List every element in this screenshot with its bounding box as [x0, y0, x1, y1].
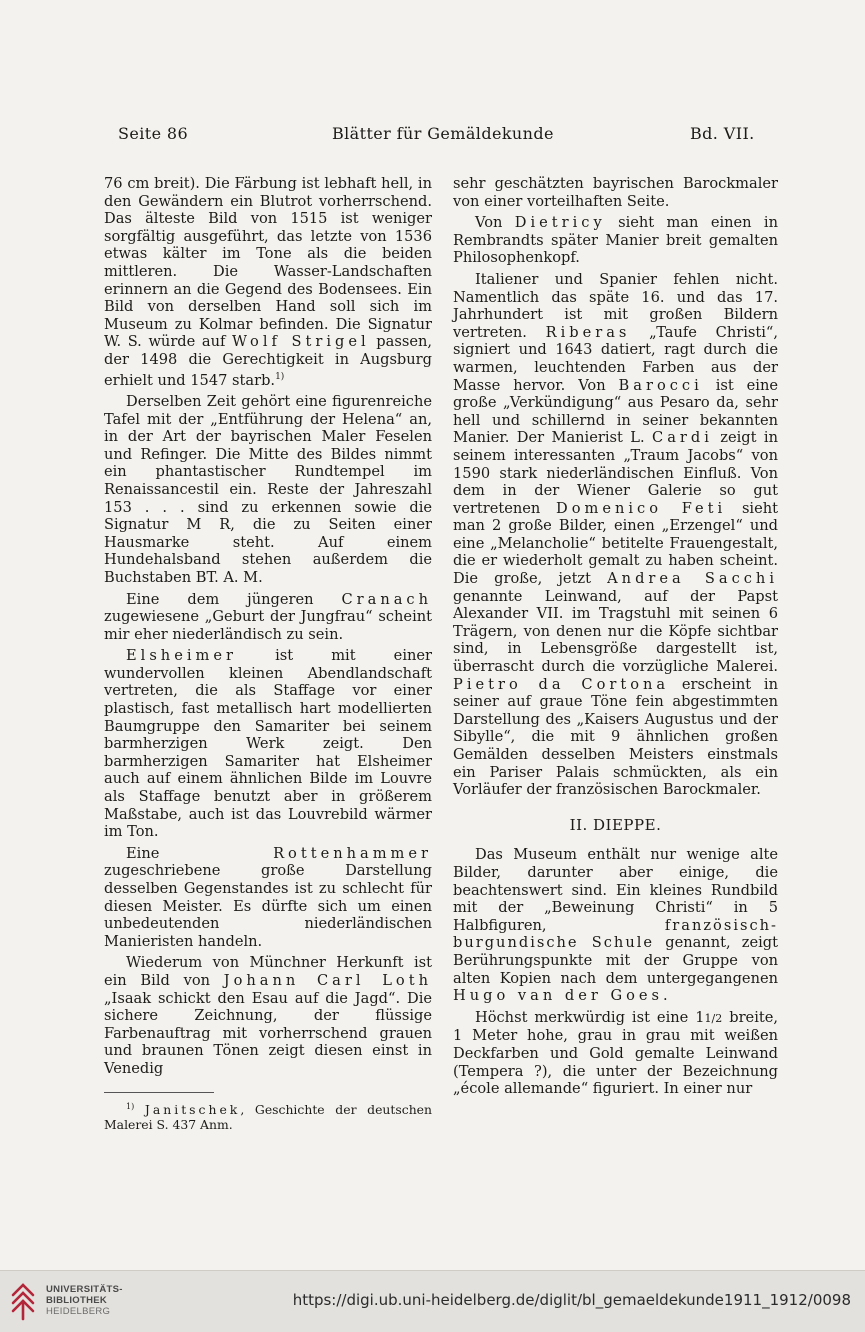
paragraph: 76 cm breit). Die Färbung ist lebhaft hell, in den Gewändern ein Blutrot vorherrschend. Das älteste Bild von 1515 ist weniger sorgfältig ausgeführt, das letzte von 1536 etwas kälter im Tone als die beiden mittleren. Die Wasser-Landschaften erinnern an die Gegend des Bodensees. Ein Bild von derselben Hand soll sich im Museum zu Kolmar befinden. Die Signatur W. S. würde auf Wolf Strigel passen, der 1498 die Gerechtigkeit in Augsburg erhielt und 1547 starb.$^{1)}$: [104, 175, 433, 389]
artist-name: Johann Carl Loth: [223, 971, 432, 989]
paragraph: Eine dem jüngeren Cranach zugewiesene „Geburt der Jungfrau“ scheint mir eher niederländisch zu sein.: [104, 590, 432, 643]
fraction: 1/2: [704, 1011, 723, 1025]
school-name: französisch-burgundische Schule: [453, 916, 778, 952]
paragraph: Derselben Zeit gehört eine figurenreiche Tafel mit der „Entführung der Helena“ an, in der Art der bayrischen Maler Feselen und Refinger. Die Mitte des Bildes nimmt ein phantastischer Rundtempel im Renaissancestil ein. Reste der Jahreszahl 153 . . . sind zu erkennen sowie die Signatur M R, die zu Seiten einer Hausmarke steht. Auf einem Hundehalsband stehen außerdem die Buchstaben BT. A. M.: [104, 392, 432, 586]
artist-name: Domenico Feti: [556, 499, 727, 517]
right-column: [453, 175, 778, 1098]
paragraph: sehr geschätzten bayrischen Barockmaler von einer vorteilhaften Seite.: [453, 175, 778, 210]
footnote-divider: [104, 1092, 214, 1093]
volume-number: Bd. VII.: [690, 124, 755, 143]
artist-name: Cranach: [341, 590, 432, 608]
footnote: $^{1)}$ Janitschek, Geschichte der deutschen Malerei S. 437 Anm.: [104, 1101, 432, 1132]
artist-name: Pietro da Cortona: [453, 675, 670, 693]
university-library-logo-icon: [10, 1281, 38, 1321]
permalink-url[interactable]: https://digi.ub.uni-heidelberg.de/diglit/bl_gemaeldekunde1911_1912/0098: [292, 1291, 851, 1309]
artist-name: Riberas: [545, 323, 631, 341]
running-title: Blätter für Gemäldekunde: [332, 124, 554, 143]
section-heading: II. DIEPPE.: [569, 815, 662, 834]
footnote-reference: 1): [275, 371, 285, 382]
paragraph: Elsheimer ist mit einer wundervollen kleinen Abendlandschaft vertreten, die als Staffage vor einer plastisch, fast metallisch hart modellierten Baumgruppe den Samariter bei seinem barmherzigen Werk zeigt. Den barmherzigen Samariter hat Elsheimer auch auf einem ähnlichen Bilde im Louvre als Staffage benutzt aber in größerem Maßstabe, auch ist das Louvrebild wärmer im Ton.: [104, 647, 432, 841]
library-name: UNIVERSITÄTS- BIBLIOTHEK HEIDELBERG: [46, 1284, 123, 1317]
artist-name: Cardi: [652, 429, 713, 447]
paragraph: Eine Rottenhammer zugeschriebene große Darstellung desselben Gegenstandes ist zu schlecht für diesen Meister. Es dürfte sich um einen unbedeutenden niederländischen Manieristen handeln.: [104, 844, 432, 950]
artist-name: Dietricy: [514, 214, 606, 232]
artist-name: Rottenhammer: [273, 844, 432, 862]
artist-name: Barocci: [618, 376, 703, 394]
author-name: Janitschek: [144, 1101, 241, 1117]
paragraph: Von Dietricy sieht man einen in Rembrandts später Manier breit gemalten Philosophenkopf.: [453, 214, 778, 267]
paragraph: Höchst merkwürdig ist eine 11/2 breite, 1 Meter hohe, grau in grau mit weißen Deckfarben und Gold gemalte Leinwand (Tempera ?), die unter der Bezeichnung „école allemande“ figuriert. In einer nur: [453, 1008, 778, 1098]
paragraph: Italiener und Spanier fehlen nicht. Namentlich das späte 16. und das 17. Jahrhundert ist mit großen Bildern vertreten. Riberas „Taufe Christi“, signiert und 1643 datiert, ragt durch die warmen, leuchtenden Farben aus der Masse hervor. Von Barocci ist eine große „Verkündigung“ aus Pesaro da, sehr hell und schillernd in seiner bekannten Manier. Der Manierist L. Cardi zeigt in seinem interessanten „Traum Jacobs“ von 1590 stark niederländischen Einfluß. Von dem in der Wiener Galerie so gut vertretenen Domenico Feti sieht man 2 große Bilder, einen „Erzengel“ und eine „Melancholie“ betitelte Frauengestalt, die er wiederholt gemalt zu haben scheint. Die große, jetzt Andrea Sacchi genannte Leinwand, auf der Papst Alexander VII. im Tragstuhl mit seinen 6 Trägern, von denen nur die Köpfe sichtbar sind, in Lebensgröße dargestellt ist, überrascht durch die vorzügliche Malerei. Pietro da Cortona erscheint in seiner auf graue Töne fein abgestimmten Darstellung des „Kaisers Augustus und der Sibylle“, die mit 9 ähnlichen großen Gemälden desselben Meisters einstmals ein Pariser Palais schmückten, als ein Vorläufer der französischen Barockmaler.: [453, 270, 779, 799]
page-number: Seite 86: [118, 124, 189, 143]
artist-name: Wolf Strigel: [232, 333, 370, 351]
viewer-footer: [0, 1270, 865, 1332]
left-column: [104, 175, 432, 1132]
artist-name: Hugo van der Goes: [453, 987, 664, 1005]
artist-name: Andrea Sacchi: [607, 570, 778, 588]
paragraph: Das Museum enthält nur wenige alte Bilder, darunter aber einige, die beachtenswert sind. Ein kleines Rundbild mit der „Beweinung Christi“ in 5 Halbfiguren, französisch-burgundische Schule genannt, zeigt Berührungspunkte mit der Gruppe von alten Kopien nach dem untergegangenen Hugo van der Goes.: [453, 846, 778, 1005]
artist-name: Elsheimer: [126, 647, 237, 665]
paragraph: Wiederum von Münchner Herkunft ist ein Bild von Johann Carl Loth „Isaak schickt den Esau auf die Jagd“. Die sichere Zeichnung, der flüssige Farbenauftrag mit vorherrschend grauen und braunen Tönen zeigt diesen einst in Venedig: [104, 954, 432, 1077]
